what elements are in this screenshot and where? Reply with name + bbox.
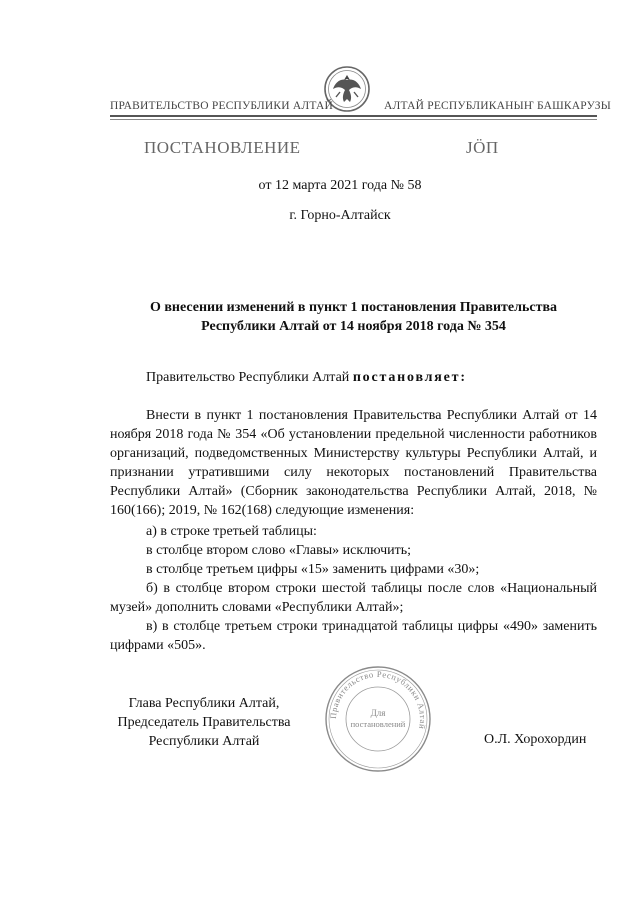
intro-verb: постановляет: [352,370,467,385]
item-a: а) в строке третьей таблицы: [146,524,317,539]
document-date: от 12 марта 2021 года № 58 [258,178,422,193]
stamp-center-line-2: постановлений [350,719,406,729]
official-stamp [322,663,434,775]
item-c: в) в столбце третьем строки тринадцатой таблицы цифры «490» заменить цифрами «505». [110,619,597,653]
item-b: б) в столбце втором строки шестой таблицы после слов «Национальный музей» дополнить словами «Республики Алтай»; [110,581,597,615]
gov-name-altai: АЛТАЙ РЕСПУБЛИКАНЫҤ БАШКАРУЗЫ [384,100,611,112]
doc-type-russian: ПОСТАНОВЛЕНИЕ [144,138,301,157]
intro-paragraph [110,368,597,387]
document-title [110,298,597,336]
document-city: г. Горно-Алтайск [289,208,391,223]
stamp-ring-text: Правительство Республики Алтай [327,668,429,731]
signer-name: О.Л. Хорохордин [484,732,587,747]
item-a-sub-2: в столбце третьем цифры «15» заменить цифрами «30»; [146,562,480,577]
signer-position-1: Глава Республики Алтай, [128,696,280,711]
main-paragraph: Внести в пункт 1 постановления Правительства Республики Алтай от 14 ноября 2018 года № 354 «Об установлении предельной численности работников организаций, подведомственных Министерству культуры Республики Алтай, и признании утратившими силу некоторых постановлений Правительства Республики Алтай» (Сборник законодательства Республики Алтай, 2018, № 160(166); 2019, № 162(168) следующие изменения: [110,408,597,518]
header-divider [110,115,597,117]
gov-name-russian: ПРАВИТЕЛЬСТВО РЕСПУБЛИКИ АЛТАЙ [110,100,334,112]
header-divider-thin [110,119,597,120]
signer-position-2: Председатель Правительства [117,715,291,730]
doc-type-altai: ЈӦП [466,138,499,157]
intro-prefix: Правительство Республики Алтай [146,370,353,385]
signer-position-3: Республики Алтай [148,734,260,749]
title-line-1: О внесении изменений в пункт 1 постановления Правительства [149,300,558,315]
item-a-sub-1: в столбце втором слово «Главы» исключить; [146,543,411,558]
title-line-2: Республики Алтай от 14 ноября 2018 года № 354 [201,319,506,334]
stamp-center-line-1: Для [370,708,386,718]
